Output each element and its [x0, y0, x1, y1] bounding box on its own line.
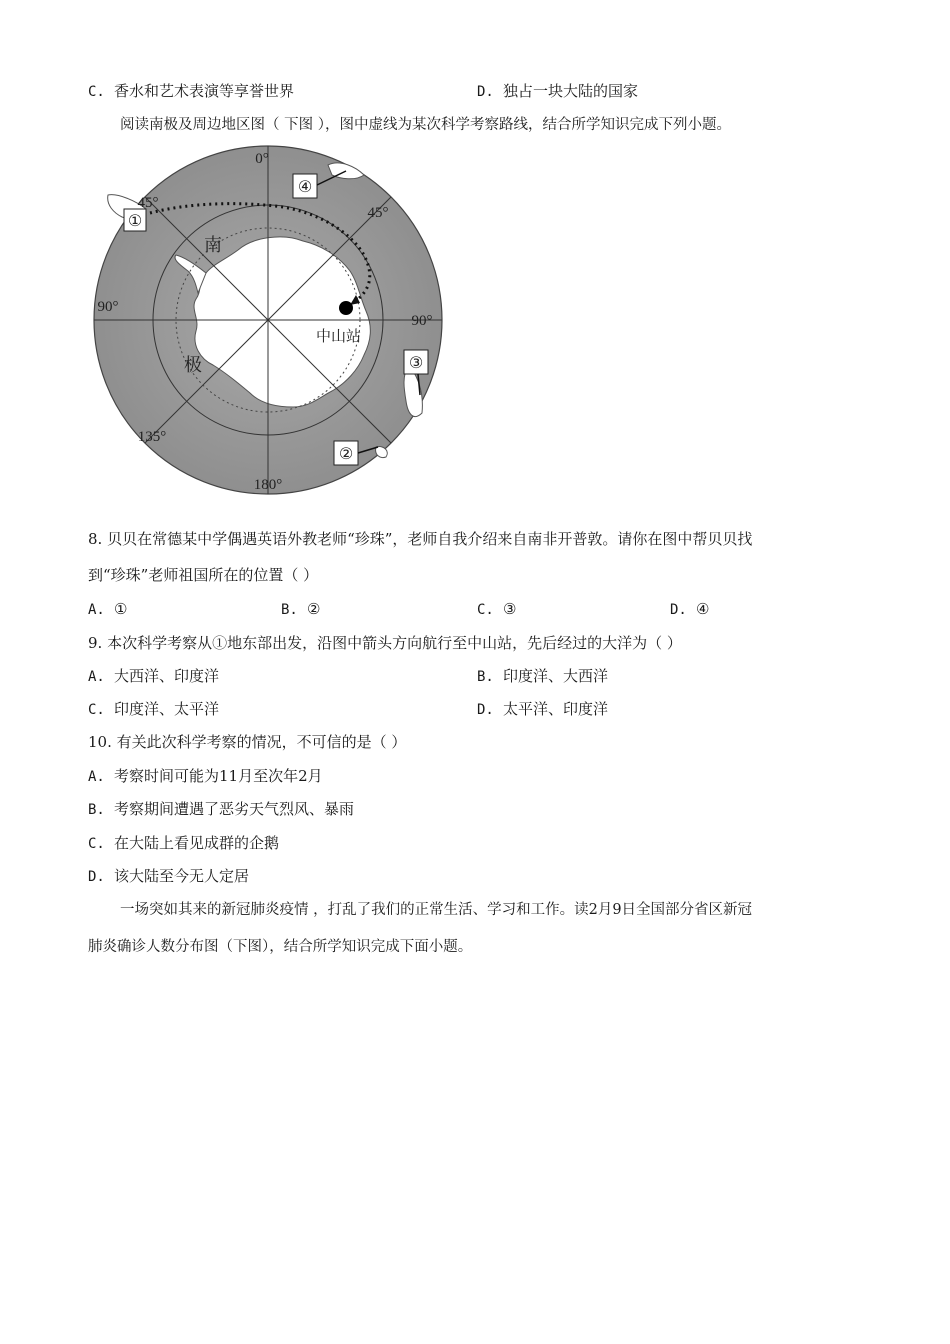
option-text: 独占一块大陆的国家	[503, 82, 639, 100]
q8-stem-line2: 到“珍珠”老师祖国所在的位置（ ）	[88, 566, 319, 584]
option-key: B.	[88, 802, 105, 818]
option-text: ②	[307, 600, 321, 618]
outro-line2: 肺炎确诊人数分布图（下图），结合所学知识完成下面小题。	[88, 939, 473, 955]
option-key: D.	[670, 602, 687, 618]
option-key: A.	[88, 769, 105, 785]
lon-label-45-ul: 45°	[137, 195, 159, 211]
q9-option-a	[88, 665, 219, 688]
q8-option-a	[88, 598, 127, 621]
option-d-prev	[477, 80, 638, 103]
svg-text:①: ①	[127, 211, 143, 230]
option-text: 该大陆至今无人定居	[114, 867, 250, 885]
q9-stem: 9. 本次科学考察从①地东部出发，沿图中箭头方向航行至中山站，先后经过的大洋为（ ）	[88, 634, 682, 652]
q8-stem-line1: 8. 贝贝在常德某中学偶遇英语外教老师“珍珠”，老师自我介绍来自南非开普敦。请你在图中帮贝贝找	[88, 530, 753, 548]
label-ji: 极	[184, 355, 202, 376]
lon-label-45-ur: 45°	[367, 205, 389, 221]
lon-label-135: 135°	[137, 429, 167, 445]
lon-label-90-right: 90°	[411, 313, 433, 329]
option-key: D.	[477, 84, 494, 100]
marker-1	[124, 209, 146, 231]
option-key: B.	[477, 669, 494, 685]
option-text: ③	[503, 600, 517, 618]
q9-option-c	[88, 698, 219, 721]
q10-stem: 10. 有关此次科学考察的情况，不可信的是（ ）	[88, 733, 407, 751]
q10-option-b	[88, 798, 354, 821]
q10-option-c	[88, 832, 279, 855]
q8-option-d	[670, 598, 709, 621]
option-text: 考察时间可能为11月至次年2月	[114, 767, 323, 785]
marker-2	[334, 441, 358, 465]
option-key: C.	[88, 836, 105, 852]
option-key: D.	[88, 869, 105, 885]
lon-label-0: 0°	[255, 151, 269, 167]
q9-option-b	[477, 665, 608, 688]
q10-option-d	[88, 865, 249, 888]
option-text: 香水和艺术表演等享誉世界	[114, 82, 295, 100]
antarctica-map	[88, 145, 448, 500]
q10-option-a	[88, 765, 323, 788]
option-text: 太平洋、印度洋	[503, 700, 609, 718]
zhongshan-station-dot	[339, 301, 353, 315]
option-text: ①	[114, 600, 128, 618]
marker-3	[404, 350, 428, 374]
q9-option-d	[477, 698, 608, 721]
option-key: A.	[88, 602, 105, 618]
svg-text:③: ③	[408, 353, 424, 372]
label-zhongshan: 中山站	[316, 327, 362, 345]
option-text: 印度洋、大西洋	[503, 667, 609, 685]
svg-text:④: ④	[297, 177, 313, 196]
option-text: 大西洋、印度洋	[114, 667, 220, 685]
outro-line1: 一场突如其来的新冠肺炎疫情 ，打乱了我们的正常生活、学习和工作。读2月9日全国部分省区新冠	[120, 902, 753, 918]
intro-paragraph: 阅读南极及周边地区图（ 下图 ），图中虚线为某次科学考察路线，结合所学知识完成下列小题。	[120, 117, 731, 133]
option-text: 印度洋、太平洋	[114, 700, 220, 718]
option-key: C.	[88, 702, 105, 718]
option-text: 考察期间遭遇了恶劣天气烈风、暴雨	[114, 800, 355, 818]
lon-label-180: 180°	[253, 477, 283, 493]
option-key: B.	[281, 602, 298, 618]
option-key: C.	[88, 84, 105, 100]
option-c-prev	[88, 80, 294, 103]
label-nan: 南	[204, 235, 222, 256]
lon-label-90-left: 90°	[97, 299, 119, 315]
q8-option-c	[477, 598, 516, 621]
marker-4	[293, 174, 317, 198]
option-text: ④	[696, 600, 710, 618]
svg-text:②: ②	[338, 444, 354, 463]
option-key: C.	[477, 602, 494, 618]
option-key: D.	[477, 702, 494, 718]
option-text: 在大陆上看见成群的企鹅	[114, 834, 280, 852]
q8-option-b	[281, 598, 320, 621]
option-key: A.	[88, 669, 105, 685]
